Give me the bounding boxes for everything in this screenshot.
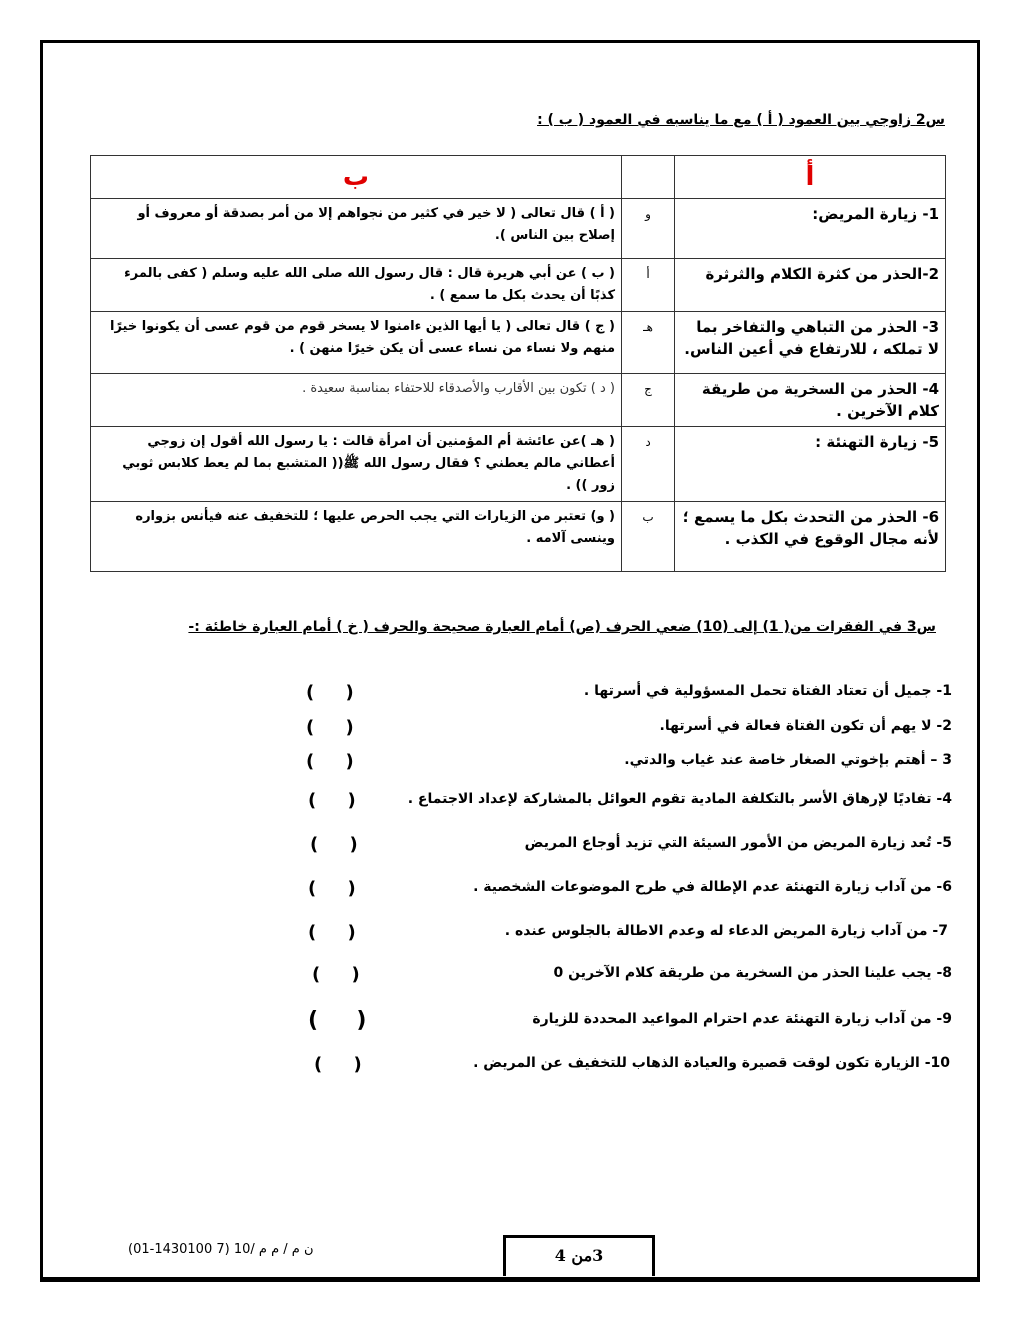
column-a-cell: 3- الحذر من التباهي والتفاخر بما لا تملكه ، للارتفاع في أعين الناس. bbox=[675, 312, 946, 374]
question3-title: س3 في الفقرات من( 1) إلى (10) ضعي الحرف (ص) أمام العبارة صحيحة والحرف ( خ ) أمام العبارة خاطئة :- bbox=[188, 619, 936, 635]
answer-blank-4[interactable]: ( ) bbox=[308, 790, 356, 811]
answer-blank-2[interactable]: ( ) bbox=[306, 717, 354, 738]
column-a-header: أ bbox=[675, 156, 946, 199]
answer-blank-9[interactable]: ( ) bbox=[308, 1008, 367, 1033]
table-row bbox=[91, 502, 946, 572]
statement-10: 10- الزيارة تكون لوقت قصيرة والعيادة الذهاب للتخفيف عن المريض . bbox=[473, 1055, 950, 1071]
answer-blank-3[interactable]: ( ) bbox=[306, 751, 354, 772]
column-a-cell: 2-الحذر من كثرة الكلام والثرثرة bbox=[675, 259, 946, 312]
statement-9: 9- من آداب زيارة التهنئة عدم احترام المواعيد المحددة للزيارة bbox=[532, 1011, 952, 1027]
answer-blank-8[interactable]: ( ) bbox=[312, 964, 360, 985]
statement-4: 4- تفاديًا لإرهاق الأسر بالتكلفة المادية تقوم العوائل بالمشاركة لإعداد الاجتماع . bbox=[407, 791, 952, 807]
answer-cell[interactable]: ج bbox=[622, 374, 675, 427]
answer-cell[interactable]: هـ bbox=[622, 312, 675, 374]
answer-column-header bbox=[622, 156, 675, 199]
document-code: ن م / م م /10 (7 1430100-01) bbox=[128, 1242, 314, 1257]
answer-blank-5[interactable]: ( ) bbox=[310, 834, 358, 855]
statement-2: 2- لا يهم أن تكون الفتاة فعالة في أسرتها. bbox=[659, 718, 952, 734]
column-b-header: ب bbox=[91, 156, 622, 199]
answer-blank-10[interactable]: ( ) bbox=[314, 1054, 362, 1075]
answer-blank-1[interactable]: ( ) bbox=[306, 682, 354, 703]
statement-3: 3 – أهتم بإخوتي الصغار خاصة عند غياب والدتي. bbox=[624, 752, 952, 768]
column-a-cell: 6- الحذر من التحدث بكل ما يسمع ؛ لأنه مجال الوقوع في الكذب . bbox=[675, 502, 946, 572]
column-a-cell: 4- الحذر من السخرية من طريقة كلام الآخرين . bbox=[675, 374, 946, 427]
answer-cell[interactable]: أ bbox=[622, 259, 675, 312]
table-row bbox=[91, 427, 946, 502]
answer-cell[interactable]: و bbox=[622, 199, 675, 259]
answer-cell[interactable]: د bbox=[622, 427, 675, 502]
answer-blank-7[interactable]: ( ) bbox=[308, 922, 356, 943]
column-b-cell: ( ج ) قال تعالى ( يا أيها الذين ءامنوا لا يسخر قوم من قوم عسى أن يكونوا خيرًا منهم ولا نساء من نساء عسى أن يكن خيرًا منهن ) . bbox=[91, 312, 622, 374]
column-b-cell: ( أ ) قال تعالى ( لا خير في كثير من نجواهم إلا من أمر بصدقة أو معروف أو إصلاح بين الناس ). bbox=[91, 199, 622, 259]
question2-title: س2 زاوجي بين العمود ( أ ) مع ما يناسبه في العمود ( ب ) : bbox=[537, 112, 945, 128]
page-number: 3من 4 bbox=[503, 1235, 655, 1276]
column-b-cell: ( و) تعتبر من الزيارات التي يجب الحرص عليها ؛ للتخفيف عنه فيأنس بزواره وينسى آلامه . bbox=[91, 502, 622, 572]
answer-cell[interactable]: ب bbox=[622, 502, 675, 572]
answer-blank-6[interactable]: ( ) bbox=[308, 878, 356, 899]
statement-1: 1- جميل أن تعتاد الفتاة تحمل المسؤولية في أسرتها . bbox=[583, 683, 952, 699]
statement-6: 6- من آداب زيارة التهنئة عدم الإطالة في طرح الموضوعات الشخصية . bbox=[473, 879, 952, 895]
table-row bbox=[91, 199, 946, 259]
table-row bbox=[91, 259, 946, 312]
column-a-cell: 5- زيارة التهنئة : bbox=[675, 427, 946, 502]
column-b-cell: ( هـ )عن عائشة أم المؤمنين أن امرأة قالت : يا رسول الله أقول إن زوجي أعطاني مالم يعطني ؟ فقال رسول الله ﷺ(( المتشبع بما لم يعط كلابس ثوبي زور )) . bbox=[91, 427, 622, 502]
statement-8: 8- يجب علينا الحذر من السخرية من طريقة كلام الآخرين 0 bbox=[553, 965, 952, 981]
column-a-cell: 1- زيارة المريض: bbox=[675, 199, 946, 259]
statement-7: 7- من آداب زيارة المريض الدعاء له وعدم الاطالة بالجلوس عنده . bbox=[504, 923, 948, 939]
column-b-cell: ( ب ) عن أبي هريرة قال : قال رسول الله صلى الله عليه وسلم ( كفى بالمرء كذبًا أن يحدث بكل ما سمع ) . bbox=[91, 259, 622, 312]
table-header-row bbox=[91, 156, 946, 199]
table-row bbox=[91, 374, 946, 427]
column-b-cell: ( د ) تكون بين الأقارب والأصدقاء للاحتفاء بمناسبة سعيدة . bbox=[91, 374, 622, 427]
matching-table bbox=[90, 155, 946, 572]
table-row bbox=[91, 312, 946, 374]
statement-5: 5- تُعد زيارة المريض من الأمور السيئة التي تزيد أوجاع المريض bbox=[524, 835, 952, 851]
